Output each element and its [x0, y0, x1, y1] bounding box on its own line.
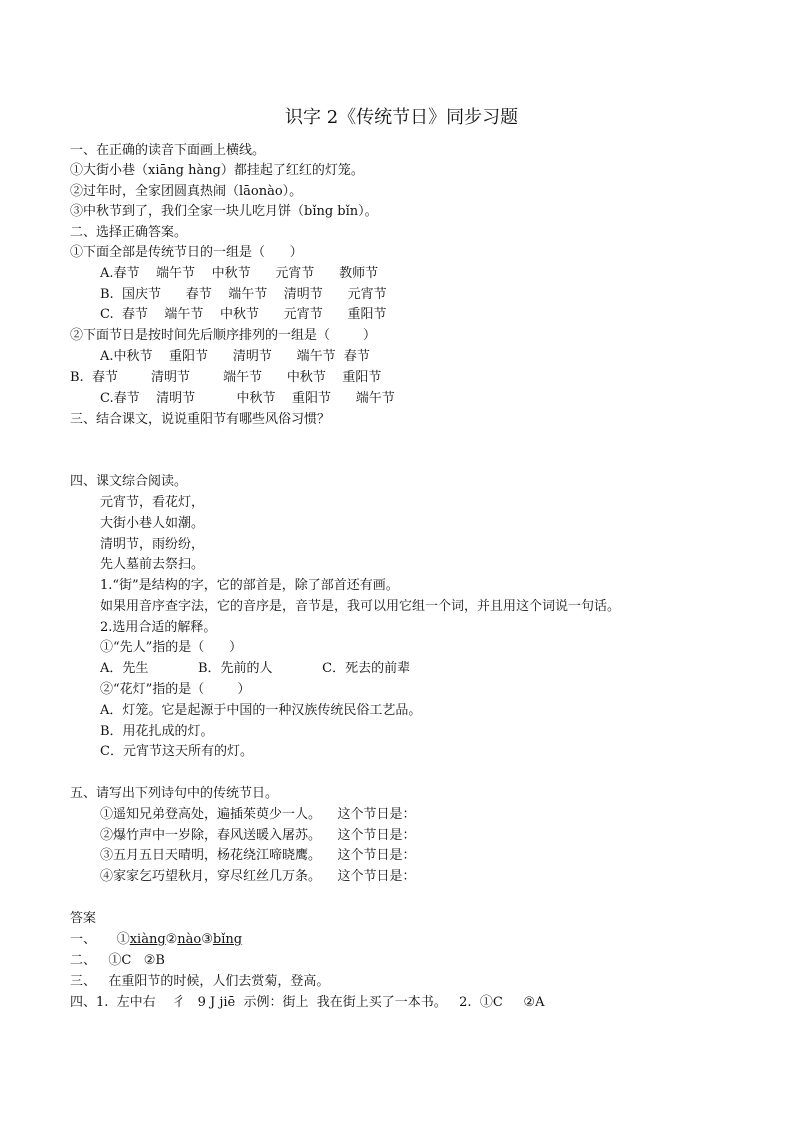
option-line: B. 国庆节 春节 端午节 清明节 元宵节: [100, 287, 387, 302]
answer-line-3: 三、 在重阳节的时候，人们去赏菊，登高。: [70, 974, 330, 989]
question-line: ②过年时，全家团圆真热闹（lāonào）。: [70, 184, 303, 199]
section-2-heading: 二、选择正确答案。: [70, 225, 188, 240]
option-line: B. 春节 清明节 端午节 中秋节 重阳节: [70, 370, 382, 385]
option-line: C. 春节 端午节 中秋节 元宵节 重阳节: [100, 307, 387, 322]
poem-line: 清明节，雨纷纷，: [100, 537, 205, 552]
answer-label: 一、: [70, 932, 97, 947]
page-title: 识字 2《传统节日》同步习题: [285, 107, 519, 128]
poem-question: ④家家乞巧望秋月，穿尽红丝几万条。 这个节日是：: [100, 869, 416, 884]
poem-question: ③五月五日天晴明，杨花绕江啼晓鹰。 这个节日是：: [100, 848, 416, 863]
poem-question: ①遥知兄弟登高处，遍插茱萸少一人。 这个节日是：: [100, 807, 416, 822]
section-5-heading: 五、请写出下列诗句中的传统节日。: [70, 786, 279, 801]
answer-word: nào: [177, 932, 202, 947]
answers-heading: 答案: [70, 911, 97, 926]
answer-word: bǐng: [212, 932, 243, 947]
answer-line-2: 二、 ①C ②B: [70, 953, 165, 968]
question-line: ②下面节日是按时间先后顺序排列的一组是（ ）: [70, 328, 377, 343]
section-1-heading: 一、在正确的读音下面画上横线。: [70, 143, 266, 158]
option-line: A．灯笼。它是起源于中国的一种汉族传统民俗工艺品。: [100, 703, 422, 718]
question-line: ①下面全部是传统节日的一组是（ ）: [70, 245, 303, 260]
option-line: A.中秋节 重阳节 清明节 端午节 春节: [100, 349, 370, 364]
question-line: ①“先人”指的是（ ）: [100, 640, 243, 655]
option-line: B．用花扎成的灯。: [100, 724, 214, 739]
section-4-heading: 四、课文综合阅读。: [70, 474, 188, 489]
option-line: A.春节 端午节 中秋节 元宵节 教师节: [100, 266, 379, 281]
answer-marker: ②: [165, 932, 178, 947]
option-line: C．元宵节这天所有的灯。: [100, 744, 253, 759]
poem-line: 先人墓前去祭扫。: [100, 557, 205, 572]
answer-marker: ①: [116, 932, 130, 947]
answer-word: xiàng: [129, 932, 166, 947]
poem-line: 大街小巷人如潮。: [100, 516, 205, 531]
question-line: ②“花灯”指的是（ ）: [100, 682, 251, 697]
poem-line: 元宵节，看花灯，: [100, 495, 205, 510]
question-line: 1.“街”是结构的字，它的部首是，除了部首还有画。: [100, 578, 399, 593]
section-3-heading: 三、结合课文，说说重阳节有哪些风俗习惯？: [70, 412, 331, 427]
question-line: 2.选用合适的解释。: [100, 620, 217, 635]
answer-marker: ③: [201, 932, 213, 947]
poem-question: ②爆竹声中一岁除，春风送暖入屠苏。 这个节日是：: [100, 828, 416, 843]
option-line: A．先生 B．先前的人 C．死去的前辈: [100, 661, 411, 676]
question-line: 如果用音序查字法，它的音序是，音节是，我可以用它组一个词，并且用这个词说一句话。: [100, 599, 621, 614]
answer-line-1: [70, 931, 242, 949]
option-line: C.春节 清明节 中秋节 重阳节 端午节: [100, 391, 395, 406]
answer-line-4: 四、1. 左中右 彳 9 J jiē 示例：街上 我在街上买了一本书。 2. ①C ②A: [70, 995, 545, 1010]
question-line: ①大街小巷（xiāng hàng）都挂起了红红的灯笼。: [70, 163, 364, 178]
question-line: ③中秋节到了，我们全家一块儿吃月饼（bǐng bǐn）。: [70, 204, 378, 219]
